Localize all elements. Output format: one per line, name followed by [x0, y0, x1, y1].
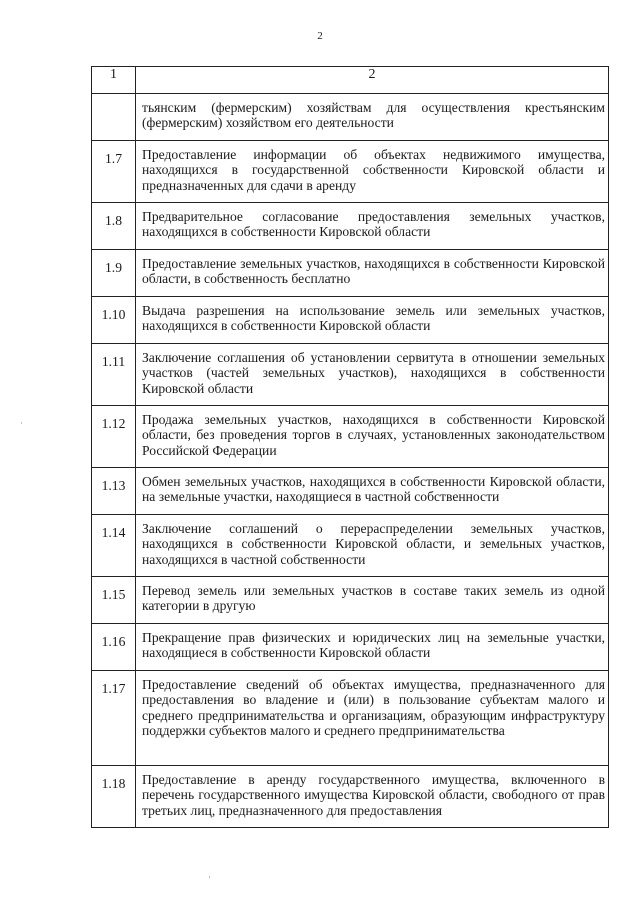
table-row: [92, 250, 609, 297]
table-row: [92, 94, 609, 141]
table-row: [92, 468, 609, 515]
row-number: 1.12: [92, 406, 136, 468]
table-row: [92, 515, 609, 577]
row-text: Предварительное согласование предоставления земельных участков, находящихся в собственности Кировской области: [136, 203, 609, 250]
row-number: 1.11: [92, 344, 136, 406]
row-text: Перевод земель или земельных участков в составе таких земель из одной категории в другую: [136, 577, 609, 624]
table-row: [92, 577, 609, 624]
row-text: Предоставление в аренду государственного имущества, включенного в перечень государственного имущества Кировской области, свободного от прав третьих лиц, предназначенного для предоставления: [136, 766, 609, 828]
page-number: 2: [317, 30, 323, 42]
table-row: [92, 766, 609, 828]
scan-speck: ·: [208, 872, 211, 882]
table-row: [92, 671, 609, 766]
row-text: Заключение соглашения об установлении сервитута в отношении земельных участков (частей земельных участков), находящихся в собственности Кировской области: [136, 344, 609, 406]
row-text: Продажа земельных участков, находящихся в собственности Кировской области, без проведения торгов в случаях, установленных законодательством Российской Федерации: [136, 406, 609, 468]
row-number: 1.7: [92, 141, 136, 203]
row-text: тьянским (фермерским) хозяйствам для осуществления крестьянским (фермерским) хозяйством его деятельности: [136, 94, 609, 141]
row-text: Выдача разрешения на использование земель или земельных участков, находящихся в собственности Кировской области: [136, 297, 609, 344]
row-number: 1.17: [92, 671, 136, 766]
row-text: Предоставление земельных участков, находящихся в собственности Кировской области, в собственность бесплатно: [136, 250, 609, 297]
row-number: 1.16: [92, 624, 136, 671]
row-number: 1.18: [92, 766, 136, 828]
table-row: [92, 141, 609, 203]
row-number: 1.15: [92, 577, 136, 624]
row-text: Предоставление сведений об объектах имущества, предназначенного для предоставления во владение и (или) в пользование субъектам малого и среднего предпринимательства и организациям, образующим инфраструктуру поддержки субъектов малого и среднего предпринимательства: [136, 671, 609, 766]
row-text: Заключение соглашений о перераспределении земельных участков, находящихся в собственности Кировской области, и земельных участков, находящихся в частной собственности: [136, 515, 609, 577]
table-row: [92, 624, 609, 671]
row-text: Обмен земельных участков, находящихся в собственности Кировской области, на земельные участки, находящиеся в частной собственности: [136, 468, 609, 515]
row-number: 1.9: [92, 250, 136, 297]
row-number: 1.8: [92, 203, 136, 250]
row-number: [92, 94, 136, 141]
scan-speck: ·: [20, 418, 23, 428]
services-table: [91, 66, 609, 828]
row-text: Предоставление информации об объектах недвижимого имущества, находящихся в государственной собственности Кировской области и предназначенных для сдачи в аренду: [136, 141, 609, 203]
row-number: 1.14: [92, 515, 136, 577]
table-header-row: [92, 67, 609, 94]
table-row: [92, 203, 609, 250]
row-number: 1.10: [92, 297, 136, 344]
column-header-name: 2: [136, 67, 609, 94]
column-header-number: 1: [92, 67, 136, 94]
row-number: 1.13: [92, 468, 136, 515]
table-row: [92, 297, 609, 344]
row-text: Прекращение прав физических и юридических лиц на земельные участки, находящиеся в собственности Кировской области: [136, 624, 609, 671]
table-row: [92, 406, 609, 468]
table-row: [92, 344, 609, 406]
